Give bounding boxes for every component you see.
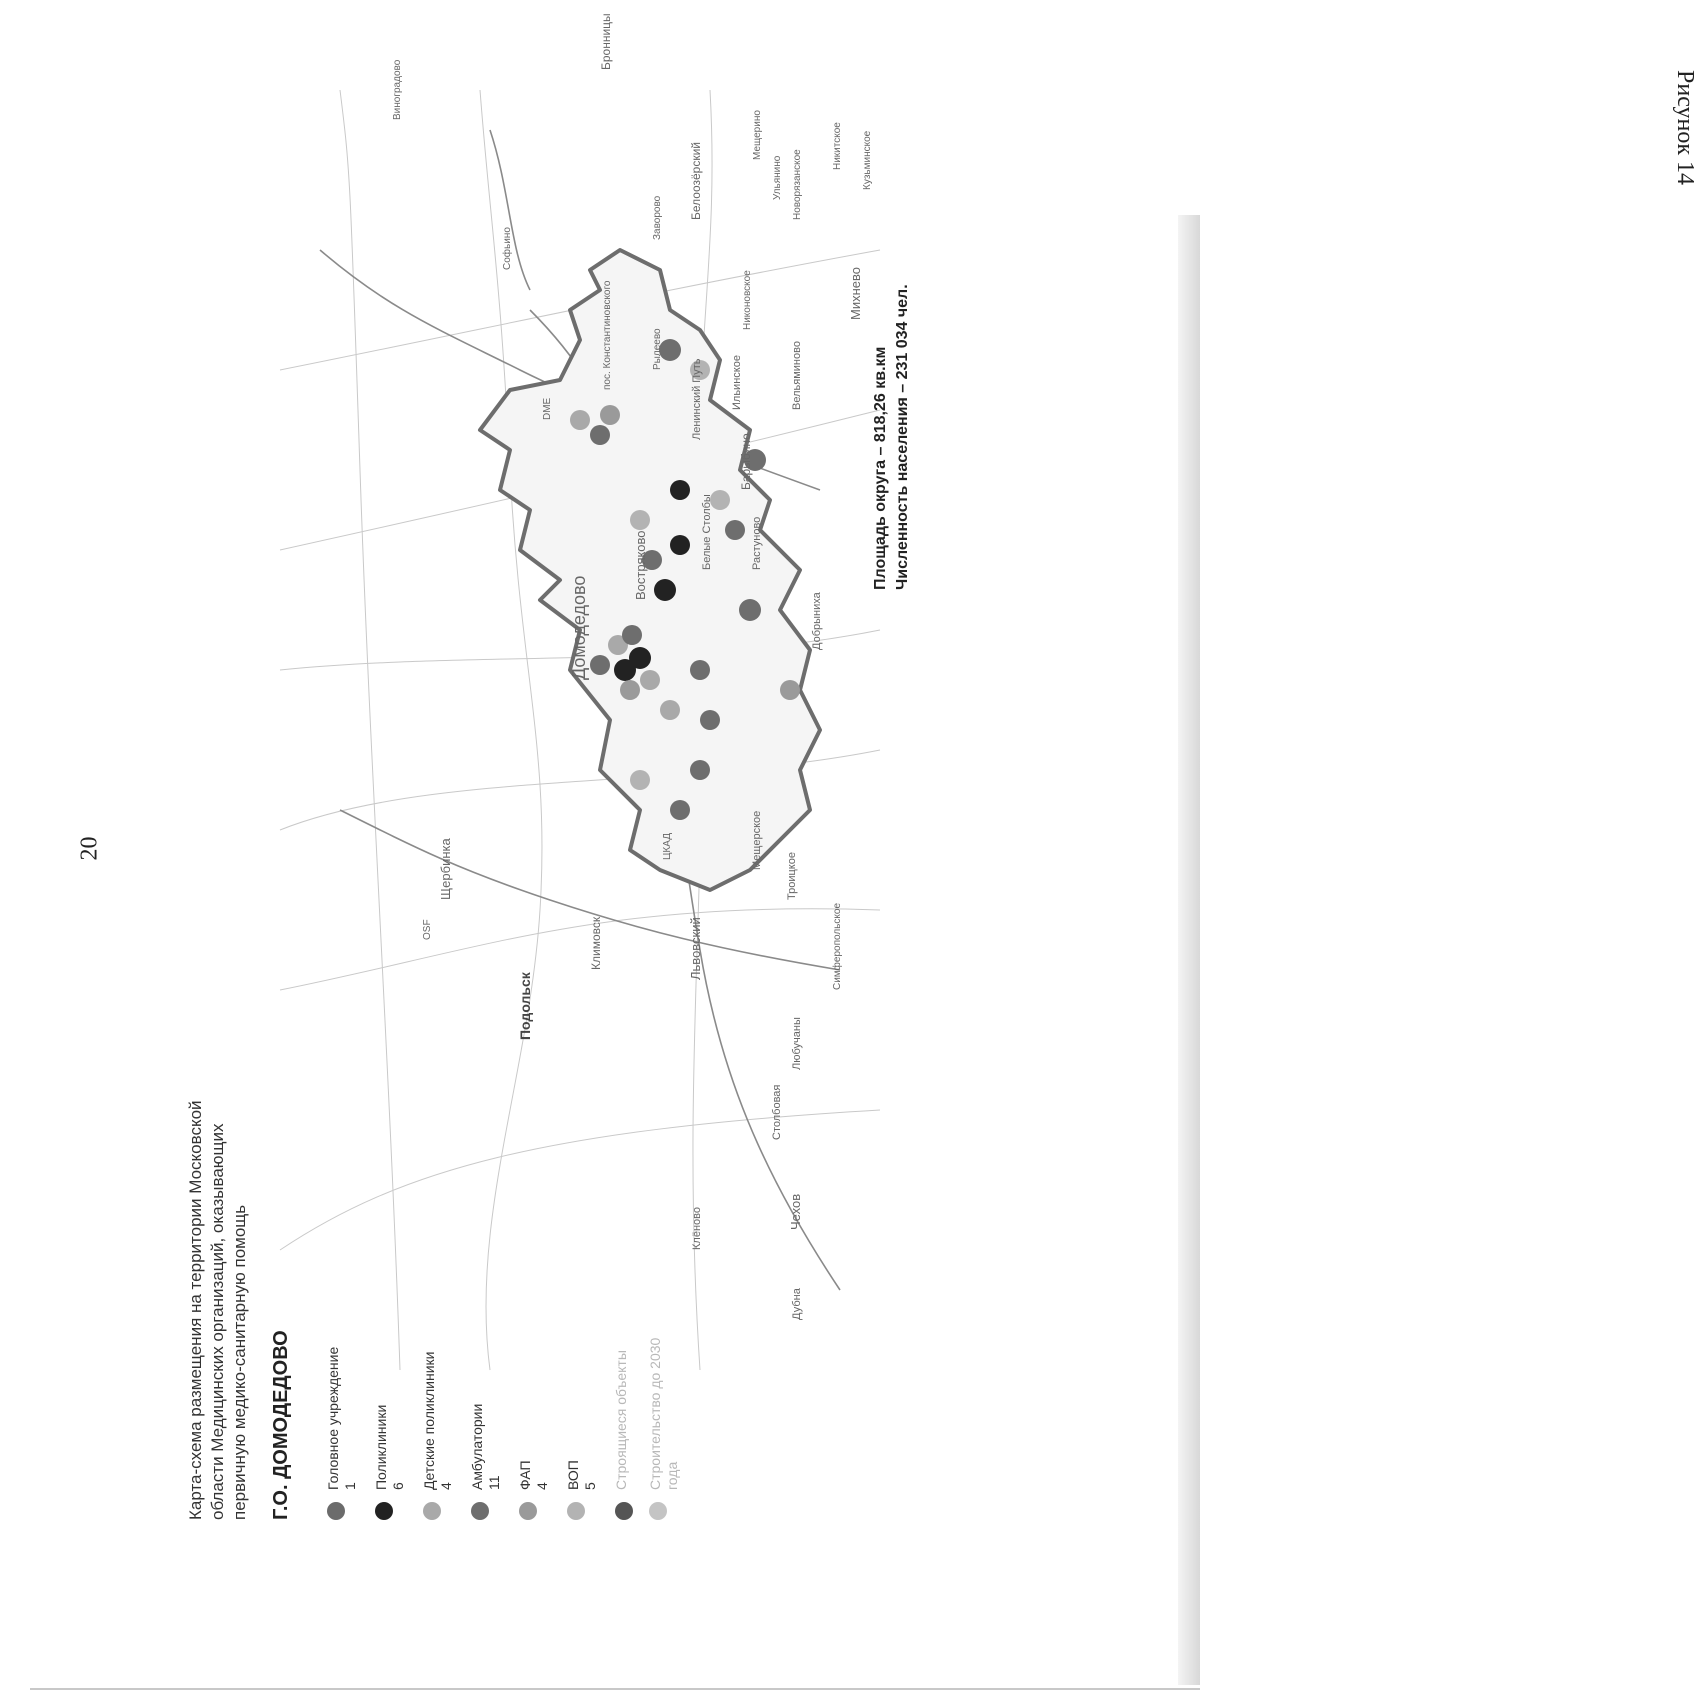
legend-dot-icon bbox=[375, 1502, 393, 1520]
facility-marker bbox=[570, 410, 590, 430]
district-name: Г.О. ДОМОДЕДОВО bbox=[270, 1330, 292, 1520]
road-label: А-107 bbox=[602, 175, 612, 200]
facility-marker bbox=[780, 680, 800, 700]
facility-marker bbox=[739, 599, 761, 621]
town-label: пос. Константиновского bbox=[602, 280, 613, 390]
town-label: Ильинское bbox=[731, 355, 743, 410]
legend-dot-icon bbox=[649, 1502, 667, 1520]
map-svg bbox=[280, 13, 880, 1370]
facility-marker bbox=[725, 520, 745, 540]
district-stats bbox=[870, 284, 914, 590]
town-label: Ульянино bbox=[772, 155, 783, 200]
title-line: первичную медико-санитарную помощь bbox=[230, 1204, 249, 1520]
title-line: Карта-схема размещения на территории Московской bbox=[186, 1100, 205, 1520]
legend-label: Амбулатории bbox=[469, 1403, 485, 1490]
town-label: Растуново bbox=[751, 516, 763, 570]
legend-count: 4 bbox=[438, 1482, 454, 1490]
airport-label: DME bbox=[542, 397, 553, 420]
facility-marker bbox=[670, 535, 690, 555]
town-label: Востряково bbox=[633, 530, 648, 600]
town-label: Михнево bbox=[848, 267, 863, 320]
facility-marker bbox=[590, 655, 610, 675]
legend-label: Головное учреждение bbox=[325, 1346, 341, 1490]
facility-marker bbox=[630, 770, 650, 790]
scan-edge-shadow bbox=[1178, 215, 1200, 1685]
facility-marker bbox=[620, 680, 640, 700]
road-label: Симферопольское bbox=[832, 902, 843, 990]
facility-marker bbox=[690, 760, 710, 780]
legend-label: ФАП bbox=[517, 1460, 533, 1490]
legend-label: ВОП bbox=[565, 1460, 581, 1490]
town-label: Вельяминово bbox=[791, 341, 803, 410]
facility-marker bbox=[690, 660, 710, 680]
legend-label: Строительство до 2030 года bbox=[647, 1337, 680, 1490]
district-boundary bbox=[480, 250, 820, 890]
town-label: Климовск bbox=[589, 916, 603, 970]
town-label: Дубна bbox=[791, 1288, 803, 1320]
district-area: Площадь округа – 818,26 кв.км bbox=[872, 346, 889, 590]
facility-marker bbox=[622, 625, 642, 645]
map-title bbox=[185, 860, 251, 1520]
town-label: Кузьминское bbox=[862, 130, 873, 190]
town-label: Белоозёрский bbox=[689, 141, 703, 220]
facility-marker bbox=[640, 670, 660, 690]
town-label: Клёново bbox=[691, 1207, 703, 1250]
airport-label: OSF bbox=[422, 919, 433, 940]
town-label: Ленинский Путь bbox=[691, 358, 703, 440]
page-number: 20 bbox=[76, 836, 103, 861]
figure-frame bbox=[160, 13, 960, 1520]
town-label: Добрыниха bbox=[811, 592, 823, 650]
town-label: Никоновское bbox=[742, 270, 753, 330]
facility-marker bbox=[600, 405, 620, 425]
legend-label: Строящиеся объекты bbox=[613, 1350, 629, 1490]
legend-count: 6 bbox=[390, 1482, 406, 1490]
town-label: Щербинка bbox=[438, 838, 453, 900]
legend-count: 5 bbox=[582, 1482, 598, 1490]
legend-dot-icon bbox=[471, 1502, 489, 1520]
facility-marker bbox=[630, 510, 650, 530]
district-population: Численность населения – 231 034 чел. bbox=[894, 284, 911, 590]
legend-dot-icon bbox=[567, 1502, 585, 1520]
legend-label: Поликлиники bbox=[373, 1404, 389, 1490]
town-label: Чехов bbox=[788, 1193, 803, 1230]
town-label: Никитское bbox=[832, 122, 843, 170]
facility-marker bbox=[700, 710, 720, 730]
legend-dot-icon bbox=[327, 1502, 345, 1520]
town-label: Софьино bbox=[502, 227, 513, 270]
town-label: Любучаны bbox=[791, 1017, 803, 1070]
facility-marker bbox=[660, 700, 680, 720]
facility-marker bbox=[670, 480, 690, 500]
town-label: Мещерино bbox=[752, 110, 763, 160]
town-label: Виноградово bbox=[392, 59, 403, 120]
town-label: Подольск bbox=[517, 972, 533, 1040]
facility-marker bbox=[629, 647, 651, 669]
road-label: ЦКАД bbox=[662, 833, 673, 860]
legend-dot-icon bbox=[615, 1502, 633, 1520]
legend-label: Детские поликлиники bbox=[421, 1351, 437, 1490]
town-label: Домодедово bbox=[569, 575, 589, 680]
bottom-rule bbox=[30, 1688, 1200, 1690]
legend-dot-icon bbox=[423, 1502, 441, 1520]
legend-count: 1 bbox=[342, 1482, 358, 1490]
town-label: Рылеево bbox=[652, 328, 663, 370]
town-label: Троицкое bbox=[786, 852, 798, 900]
town-label: Бронницы bbox=[599, 13, 613, 70]
facility-marker bbox=[670, 800, 690, 820]
facility-marker bbox=[654, 579, 676, 601]
title-line: области Медицинских организаций, оказывающих bbox=[208, 1123, 227, 1520]
legend-dot-icon bbox=[519, 1502, 537, 1520]
facility-marker bbox=[710, 490, 730, 510]
town-label: Белые Столбы bbox=[701, 494, 713, 570]
town-label: Львовский bbox=[688, 917, 703, 980]
legend-count: 4 bbox=[534, 1482, 550, 1490]
legend-count: 11 bbox=[486, 1475, 502, 1490]
road-label: Новорязанское bbox=[792, 149, 803, 220]
town-label: Барыбино bbox=[739, 433, 753, 490]
district-map bbox=[280, 13, 880, 1370]
facility-marker bbox=[590, 425, 610, 445]
figure-label: Рисунок 14 bbox=[1672, 70, 1698, 186]
town-label: Мещерское bbox=[751, 810, 763, 870]
town-label: Столбовая bbox=[771, 1084, 783, 1140]
town-label: Заворово bbox=[652, 195, 663, 240]
